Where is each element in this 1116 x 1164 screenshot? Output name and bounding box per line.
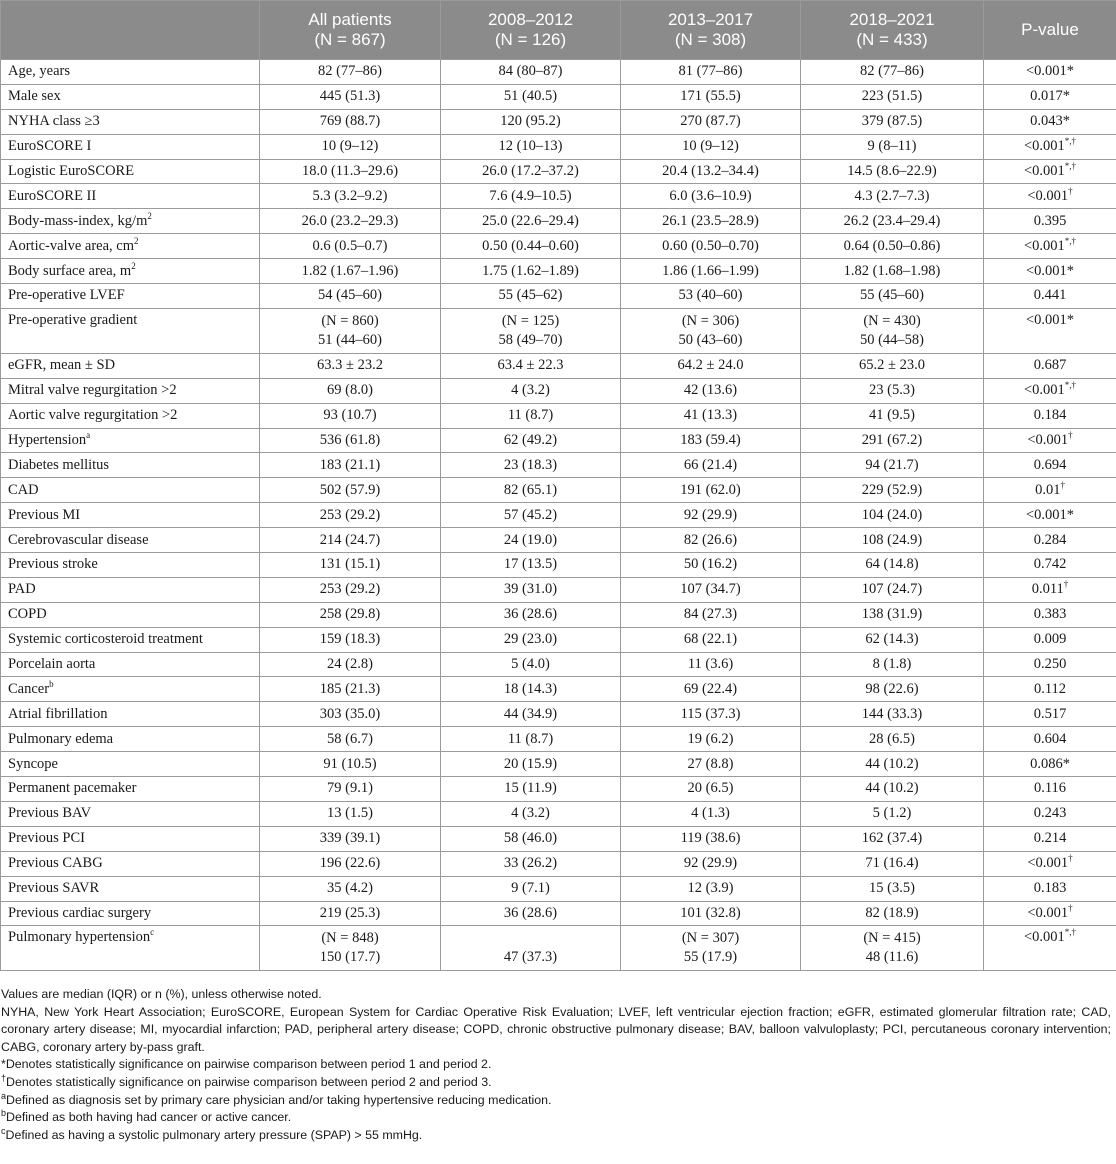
row-label: EuroSCORE I	[1, 134, 260, 159]
value-cell: 82 (65.1)	[441, 478, 621, 503]
table-body	[1, 60, 1116, 971]
n-subset: (N = 307)	[681, 930, 740, 947]
p-value-cell: <0.001*,†	[984, 926, 1116, 971]
value-cell: 120 (95.2)	[441, 109, 621, 134]
row-label: Systemic corticosteroid treatment	[1, 627, 260, 652]
value-cell: 26.0 (17.2–37.2)	[441, 159, 621, 184]
value-cell: 44 (10.2)	[801, 777, 984, 802]
value-cell: 82 (26.6)	[621, 528, 801, 553]
row-label: Atrial fibrillation	[1, 702, 260, 727]
value-cell: 219 (25.3)	[260, 901, 441, 926]
superscript: 2	[134, 235, 139, 246]
value-cell: 4 (3.2)	[441, 378, 621, 403]
p-value-cell: <0.001†	[984, 901, 1116, 926]
table-footnotes	[1, 986, 1111, 1144]
value-cell: 12 (3.9)	[621, 876, 801, 901]
n-subset: (N = 415)	[863, 930, 921, 947]
p-value-cell: 0.441	[984, 284, 1116, 309]
table-row	[1, 60, 1116, 85]
table-row	[1, 159, 1116, 184]
value-cell: 79 (9.1)	[260, 777, 441, 802]
header-cell-all: All patients (N = 867)	[260, 1, 441, 60]
superscript: †	[1063, 579, 1069, 590]
value-cell: 35 (4.2)	[260, 876, 441, 901]
row-label: Diabetes mellitus	[1, 453, 260, 478]
footnote: $^a$Defined as diagnosis set by primary care physician and/or taking hypertensive reducing medication.	[1, 1090, 552, 1107]
value-cell: 20 (15.9)	[441, 752, 621, 777]
value-cell	[260, 926, 441, 971]
value-cell: 104 (24.0)	[801, 503, 984, 528]
row-label: eGFR, mean ± SD	[1, 353, 260, 378]
p-value-cell: <0.001†	[984, 428, 1116, 453]
p-value-cell: 0.284	[984, 528, 1116, 553]
cell-value: 50 (44–58)	[859, 331, 925, 348]
value-cell: 28 (6.5)	[801, 727, 984, 752]
value-cell: 536 (61.8)	[260, 428, 441, 453]
value-cell	[801, 926, 984, 971]
footnote: *Denotes statistically significance on pairwise comparison between period 1 and period 2.	[1, 1057, 492, 1072]
cell-value: 50 (43–60)	[678, 331, 743, 348]
table-row	[1, 727, 1116, 752]
superscript: 2	[147, 210, 152, 221]
footnote: $^b$Defined as both having had cancer or active cancer.	[1, 1108, 292, 1125]
table-row	[1, 652, 1116, 677]
cell-value: 48 (11.6)	[865, 949, 919, 966]
value-cell: 92 (29.9)	[621, 851, 801, 876]
row-label: Porcelain aorta	[1, 652, 260, 677]
table-row	[1, 403, 1116, 428]
value-cell: 58 (6.7)	[260, 727, 441, 752]
value-cell: 107 (34.7)	[621, 577, 801, 602]
value-cell: 11 (8.7)	[441, 403, 621, 428]
p-value-cell: 0.011†	[984, 577, 1116, 602]
table-row	[1, 602, 1116, 627]
value-cell: 8 (1.8)	[801, 652, 984, 677]
p-value-cell: 0.214	[984, 826, 1116, 851]
table-header-row	[1, 1, 1116, 60]
table-row	[1, 876, 1116, 901]
table-row	[1, 926, 1116, 971]
value-cell: 69 (22.4)	[621, 677, 801, 702]
row-label: Age, years	[1, 60, 260, 85]
table-row	[1, 777, 1116, 802]
value-cell: 23 (18.3)	[441, 453, 621, 478]
value-cell: 24 (19.0)	[441, 528, 621, 553]
p-value-cell: 0.086*	[984, 752, 1116, 777]
footnote: †Denotes statistically significance on pairwise comparison between period 2 and period 3.	[1, 1072, 492, 1089]
value-cell: 6.0 (3.6–10.9)	[621, 184, 801, 209]
table-row	[1, 259, 1116, 284]
table-row	[1, 353, 1116, 378]
value-cell: 0.60 (0.50–0.70)	[621, 234, 801, 259]
value-cell	[441, 926, 621, 971]
value-cell: 379 (87.5)	[801, 109, 984, 134]
value-cell: 769 (88.7)	[260, 109, 441, 134]
table-row	[1, 553, 1116, 578]
row-label: Body surface area, $m^2$	[1, 259, 260, 284]
value-cell: 18.0 (11.3–29.6)	[260, 159, 441, 184]
value-cell: 64 (14.8)	[801, 553, 984, 578]
p-value-cell: 0.116	[984, 777, 1116, 802]
p-value-cell: 0.243	[984, 801, 1116, 826]
value-cell: 41 (9.5)	[801, 403, 984, 428]
row-label: Permanent pacemaker	[1, 777, 260, 802]
value-cell: 98 (22.6)	[801, 677, 984, 702]
value-cell: 1.82 (1.68–1.98)	[801, 259, 984, 284]
value-cell: 64.2 ± 24.0	[621, 353, 801, 378]
table-row	[1, 752, 1116, 777]
superscript: *,†	[1064, 161, 1077, 172]
value-cell: 63.4 ± 22.3	[441, 353, 621, 378]
value-cell: 55 (45–62)	[441, 284, 621, 309]
value-cell: 91 (10.5)	[260, 752, 441, 777]
p-value-cell: 0.009	[984, 627, 1116, 652]
value-cell: 502 (57.9)	[260, 478, 441, 503]
cell-value: 51 (44–60)	[317, 331, 383, 348]
value-cell: 51 (40.5)	[441, 84, 621, 109]
p-value-cell: 0.183	[984, 876, 1116, 901]
value-cell: 119 (38.6)	[621, 826, 801, 851]
superscript: b	[49, 679, 54, 690]
value-cell: 92 (29.9)	[621, 503, 801, 528]
value-cell: 258 (29.8)	[260, 602, 441, 627]
value-cell: 26.2 (23.4–29.4)	[801, 209, 984, 234]
table-row	[1, 478, 1116, 503]
value-cell: 7.6 (4.9–10.5)	[441, 184, 621, 209]
table-row	[1, 184, 1116, 209]
value-cell: 69 (8.0)	[260, 378, 441, 403]
value-cell: 13 (1.5)	[260, 801, 441, 826]
row-label: Previous stroke	[1, 553, 260, 578]
value-cell: 1.82 (1.67–1.96)	[260, 259, 441, 284]
p-value-cell: <0.001*,†	[984, 378, 1116, 403]
value-cell: 1.86 (1.66–1.99)	[621, 259, 801, 284]
superscript: a	[86, 430, 91, 441]
value-cell: 191 (62.0)	[621, 478, 801, 503]
table-row	[1, 453, 1116, 478]
value-cell: 1.75 (1.62–1.89)	[441, 259, 621, 284]
value-cell: 12 (10–13)	[441, 134, 621, 159]
row-label: Male sex	[1, 84, 260, 109]
value-cell: 20 (6.5)	[621, 777, 801, 802]
p-value-cell: <0.001*	[984, 259, 1116, 284]
row-label: Previous MI	[1, 503, 260, 528]
value-cell	[621, 308, 801, 353]
value-cell	[621, 926, 801, 971]
p-value-cell: 0.112	[984, 677, 1116, 702]
row-label: Previous PCI	[1, 826, 260, 851]
value-cell	[801, 308, 984, 353]
value-cell: 82 (18.9)	[801, 901, 984, 926]
value-cell: 23 (5.3)	[801, 378, 984, 403]
footnote: NYHA, New York Heart Association; EuroSCORE, European System for Cardiac Operative Risk Evaluation; LVEF, left ventricular ejection fraction; eGFR, estimated glomerular filtration rate; CAD, coronary artery disease; MI, myocardial infarction; PAD, peripheral artery disease; COPD, chronic obstructive pulmonary disease; BAV, balloon valvuloplasty; PCI, percutaneous coronary intervention; CABG, coronary artery by-pass graft.	[1, 1004, 1111, 1054]
value-cell: 84 (27.3)	[621, 602, 801, 627]
value-cell: 115 (37.3)	[621, 702, 801, 727]
value-cell: 94 (21.7)	[801, 453, 984, 478]
row-label: Syncope	[1, 752, 260, 777]
row-label: Pre-operative gradient	[1, 308, 260, 353]
p-value-cell: 0.694	[984, 453, 1116, 478]
table-row	[1, 702, 1116, 727]
p-value-cell: 0.184	[984, 403, 1116, 428]
value-cell: 71 (16.4)	[801, 851, 984, 876]
value-cell: 63.3 ± 23.2	[260, 353, 441, 378]
value-cell: 11 (8.7)	[441, 727, 621, 752]
value-cell: 4 (1.3)	[621, 801, 801, 826]
value-cell: 0.6 (0.5–0.7)	[260, 234, 441, 259]
footnote: Values are median (IQR) or n (%), unless otherwise noted.	[1, 987, 322, 1001]
value-cell: 270 (87.7)	[621, 109, 801, 134]
value-cell: 223 (51.5)	[801, 84, 984, 109]
value-cell: 253 (29.2)	[260, 503, 441, 528]
table-row	[1, 627, 1116, 652]
p-value-cell: <0.001*,†	[984, 159, 1116, 184]
value-cell: 39 (31.0)	[441, 577, 621, 602]
superscript: †	[1068, 430, 1073, 441]
p-value-cell: 0.687	[984, 353, 1116, 378]
value-cell: 229 (52.9)	[801, 478, 984, 503]
value-cell: 42 (13.6)	[621, 378, 801, 403]
value-cell: 66 (21.4)	[621, 453, 801, 478]
value-cell: 5 (1.2)	[801, 801, 984, 826]
value-cell: 41 (13.3)	[621, 403, 801, 428]
row-label: CAD	[1, 478, 260, 503]
superscript: †	[1068, 903, 1073, 914]
p-value-cell: <0.001*	[984, 503, 1116, 528]
value-cell: 68 (22.1)	[621, 627, 801, 652]
value-cell: 29 (23.0)	[441, 627, 621, 652]
value-cell: 10 (9–12)	[621, 134, 801, 159]
value-cell: 62 (49.2)	[441, 428, 621, 453]
p-value-cell: 0.395	[984, 209, 1116, 234]
superscript: c	[150, 927, 155, 938]
n-subset: (N = 306)	[681, 312, 740, 329]
superscript: *,†	[1064, 380, 1077, 391]
p-value-cell: 0.517	[984, 702, 1116, 727]
row-label: Cerebrovascular disease	[1, 528, 260, 553]
value-cell: 62 (14.3)	[801, 627, 984, 652]
p-value-cell: 0.043*	[984, 109, 1116, 134]
superscript: †	[1060, 479, 1065, 490]
table-row	[1, 577, 1116, 602]
p-value-cell: 0.017*	[984, 84, 1116, 109]
value-cell: 24 (2.8)	[260, 652, 441, 677]
value-cell	[260, 308, 441, 353]
p-value-cell: 0.742	[984, 553, 1116, 578]
table-row	[1, 826, 1116, 851]
header-cell-2018-2021: 2018–2021 (N = 433)	[801, 1, 984, 60]
table-row	[1, 677, 1116, 702]
row-label: Hypertension$^a$	[1, 428, 260, 453]
p-value-cell: 0.01†	[984, 478, 1116, 503]
value-cell: 107 (24.7)	[801, 577, 984, 602]
value-cell: 5 (4.0)	[441, 652, 621, 677]
table-row	[1, 428, 1116, 453]
value-cell: 101 (32.8)	[621, 901, 801, 926]
superscript: †	[1068, 186, 1073, 197]
table-row	[1, 234, 1116, 259]
header-cell-2013-2017: 2013–2017 (N = 308)	[621, 1, 801, 60]
p-value-cell: <0.001†	[984, 184, 1116, 209]
row-label: Logistic EuroSCORE	[1, 159, 260, 184]
cell-value: 150 (17.7)	[319, 949, 381, 966]
value-cell: 84 (80–87)	[441, 60, 621, 85]
value-cell: 196 (22.6)	[260, 851, 441, 876]
n-subset: (N = 860)	[321, 312, 379, 329]
value-cell: 55 (45–60)	[801, 284, 984, 309]
value-cell: 214 (24.7)	[260, 528, 441, 553]
value-cell: 44 (34.9)	[441, 702, 621, 727]
cell-value: 47 (37.3)	[503, 949, 558, 966]
value-cell: 57 (45.2)	[441, 503, 621, 528]
row-label: Pulmonary hypertension$^c$	[1, 926, 260, 971]
value-cell: 26.0 (23.2–29.3)	[260, 209, 441, 234]
row-label: Previous cardiac surgery	[1, 901, 260, 926]
header-cell-2008-2012: 2008–2012 (N = 126)	[441, 1, 621, 60]
value-cell: 36 (28.6)	[441, 602, 621, 627]
table-row	[1, 801, 1116, 826]
value-cell: 9 (8–11)	[801, 134, 984, 159]
value-cell: 131 (15.1)	[260, 553, 441, 578]
table-row	[1, 109, 1116, 134]
value-cell: 339 (39.1)	[260, 826, 441, 851]
cell-value: 58 (49–70)	[498, 331, 563, 348]
value-cell: 144 (33.3)	[801, 702, 984, 727]
value-cell: 253 (29.2)	[260, 577, 441, 602]
value-cell: 15 (3.5)	[801, 876, 984, 901]
p-value-cell: <0.001*	[984, 308, 1116, 353]
row-label: NYHA class ≥3	[1, 109, 260, 134]
value-cell: 53 (40–60)	[621, 284, 801, 309]
p-value-cell: 0.383	[984, 602, 1116, 627]
row-label: Previous SAVR	[1, 876, 260, 901]
p-value-cell: <0.001*	[984, 60, 1116, 85]
superscript: *,†	[1064, 136, 1077, 147]
footnote: $^c$Defined as having a systolic pulmonary artery pressure (SPAP) > 55 mmHg.	[1, 1125, 423, 1142]
value-cell: 81 (77–86)	[621, 60, 801, 85]
value-cell: 0.64 (0.50–0.86)	[801, 234, 984, 259]
row-label: Mitral valve regurgitation >2	[1, 378, 260, 403]
value-cell: 183 (21.1)	[260, 453, 441, 478]
row-label: Pulmonary edema	[1, 727, 260, 752]
value-cell	[441, 308, 621, 353]
value-cell: 185 (21.3)	[260, 677, 441, 702]
n-subset	[449, 929, 612, 948]
table-row	[1, 308, 1116, 353]
header-cell-pvalue: P-value	[984, 1, 1116, 60]
value-cell: 93 (10.7)	[260, 403, 441, 428]
value-cell: 17 (13.5)	[441, 553, 621, 578]
table-row	[1, 84, 1116, 109]
table-row	[1, 209, 1116, 234]
value-cell: 54 (45–60)	[260, 284, 441, 309]
table-row	[1, 901, 1116, 926]
value-cell: 25.0 (22.6–29.4)	[441, 209, 621, 234]
table-row	[1, 284, 1116, 309]
row-label: EuroSCORE II	[1, 184, 260, 209]
n-subset: (N = 430)	[863, 312, 921, 329]
row-label: Aortic valve regurgitation >2	[1, 403, 260, 428]
value-cell: 36 (28.6)	[441, 901, 621, 926]
value-cell: 58 (46.0)	[441, 826, 621, 851]
superscript: †	[1068, 853, 1073, 864]
n-subset: (N = 848)	[321, 930, 379, 947]
value-cell: 291 (67.2)	[801, 428, 984, 453]
cell-value: 55 (17.9)	[683, 949, 738, 966]
row-label: Body-mass-index, $kg/m^2$	[1, 209, 260, 234]
value-cell: 18 (14.3)	[441, 677, 621, 702]
value-cell: 33 (26.2)	[441, 851, 621, 876]
header-cell-label	[1, 1, 260, 60]
table-row	[1, 503, 1116, 528]
row-label: Cancer$^b$	[1, 677, 260, 702]
value-cell: 19 (6.2)	[621, 727, 801, 752]
value-cell: 26.1 (23.5–28.9)	[621, 209, 801, 234]
table-row	[1, 134, 1116, 159]
table-row	[1, 378, 1116, 403]
row-label: Previous BAV	[1, 801, 260, 826]
p-value-cell: <0.001†	[984, 851, 1116, 876]
n-subset: (N = 125)	[501, 312, 560, 329]
value-cell: 27 (8.8)	[621, 752, 801, 777]
superscript: 2	[131, 260, 136, 271]
value-cell: 11 (3.6)	[621, 652, 801, 677]
value-cell: 138 (31.9)	[801, 602, 984, 627]
value-cell: 14.5 (8.6–22.9)	[801, 159, 984, 184]
value-cell: 10 (9–12)	[260, 134, 441, 159]
value-cell: 82 (77–86)	[260, 60, 441, 85]
value-cell: 82 (77–86)	[801, 60, 984, 85]
value-cell: 171 (55.5)	[621, 84, 801, 109]
row-label: COPD	[1, 602, 260, 627]
value-cell: 159 (18.3)	[260, 627, 441, 652]
table-row	[1, 851, 1116, 876]
value-cell: 50 (16.2)	[621, 553, 801, 578]
value-cell: 15 (11.9)	[441, 777, 621, 802]
p-value-cell: <0.001*,†	[984, 134, 1116, 159]
value-cell: 183 (59.4)	[621, 428, 801, 453]
row-label: Previous CABG	[1, 851, 260, 876]
value-cell: 65.2 ± 23.0	[801, 353, 984, 378]
row-label: Pre-operative LVEF	[1, 284, 260, 309]
value-cell: 0.50 (0.44–0.60)	[441, 234, 621, 259]
p-value-cell: 0.604	[984, 727, 1116, 752]
row-label: Aortic-valve area, $cm^2$	[1, 234, 260, 259]
value-cell: 44 (10.2)	[801, 752, 984, 777]
value-cell: 445 (51.3)	[260, 84, 441, 109]
value-cell: 108 (24.9)	[801, 528, 984, 553]
row-label: PAD	[1, 577, 260, 602]
p-value-cell: <0.001*,†	[984, 234, 1116, 259]
value-cell: 9 (7.1)	[441, 876, 621, 901]
value-cell: 20.4 (13.2–34.4)	[621, 159, 801, 184]
value-cell: 5.3 (3.2–9.2)	[260, 184, 441, 209]
value-cell: 4 (3.2)	[441, 801, 621, 826]
table-row	[1, 528, 1116, 553]
superscript: *,†	[1064, 927, 1077, 938]
value-cell: 303 (35.0)	[260, 702, 441, 727]
value-cell: 4.3 (2.7–7.3)	[801, 184, 984, 209]
p-value-cell: 0.250	[984, 652, 1116, 677]
superscript: *,†	[1064, 235, 1077, 246]
value-cell: 162 (37.4)	[801, 826, 984, 851]
